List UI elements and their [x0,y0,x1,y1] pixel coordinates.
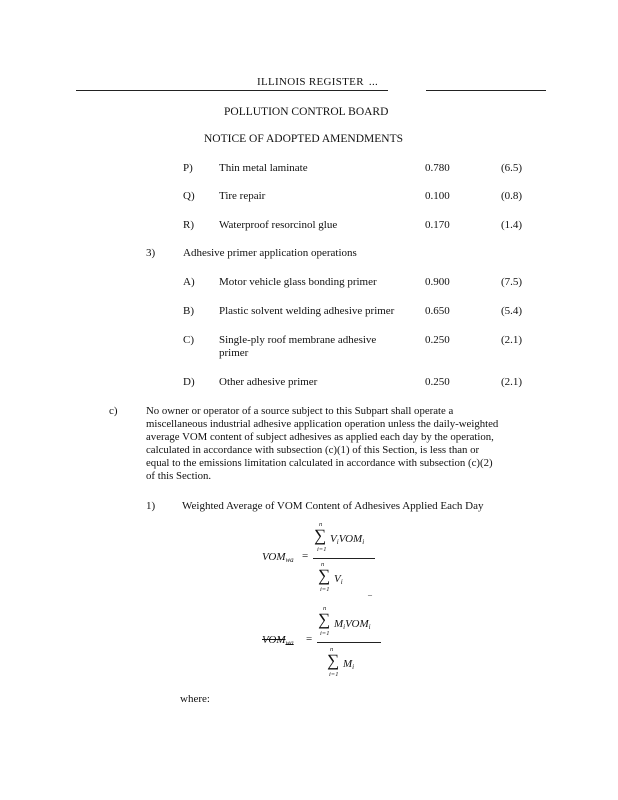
row-value: 0.170 [425,219,450,231]
row-letter: A) [183,276,195,288]
formula2-den-bottom: i=1 [329,671,339,678]
formula1-num-bottom: i=1 [317,546,327,553]
row-letter: C) [183,334,194,346]
notice-title: NOTICE OF ADOPTED AMENDMENTS [204,133,404,145]
row-value: 0.650 [425,305,450,317]
formula1-equals: = [302,550,309,562]
para-line: equal to the emissions limitation calculated in accordance with subsection (c)(2) [146,457,493,469]
formula1-num-sigma: ∑ [314,526,327,545]
row-desc: Tire repair [219,190,266,202]
item1-title: Weighted Average of VOM Content of Adhesives Applied Each Day [182,500,484,512]
row-paren: (7.5) [501,276,523,288]
section3-number: 3) [146,247,156,259]
row-letter: Q) [183,190,195,202]
row-paren: (5.4) [501,305,523,317]
formula1-den-term: $V_i$ [334,573,343,586]
item1-number: 1) [146,500,156,512]
para-line: No owner or operator of a source subject to this Subpart shall operate a [146,405,454,417]
row-desc-cont: primer [219,347,249,359]
formula1-den-bottom: i=1 [320,586,330,593]
formula2-equals: = [306,633,313,645]
formula2-den-term: $M_i$ [343,658,355,671]
para-c-label: c) [109,405,118,417]
header-rule-left [76,90,388,91]
row-desc: Plastic solvent welding adhesive primer [219,305,395,317]
formula1-num-top: n [319,521,323,528]
row-letter: R) [183,219,194,231]
formula1-fraction-bar [313,558,375,559]
formula2-num-bottom: i=1 [320,630,330,637]
formula1-num-term: $V_iVOM_i$ [330,533,365,546]
formula1-den-top: n [321,561,325,568]
formula2-lhs: $VOM_{wa}$ [262,634,294,647]
row-desc: Motor vehicle glass bonding primer [219,276,377,288]
formula1-lhs: $VOM_{wa}$ [262,551,294,564]
formula1-den-sigma: ∑ [318,566,331,585]
para-line: of this Section. [146,470,212,482]
row-paren: (2.1) [501,376,523,388]
formula2-num-term: $M_iVOM_i$ [334,618,371,631]
row-paren: (0.8) [501,190,523,202]
row-letter: B) [183,305,194,317]
register-title [257,76,378,88]
para-line: miscellaneous industrial adhesive application operation unless the daily-weighted [146,418,499,430]
header-rule-right [426,90,546,91]
formula2-fraction-bar [317,642,381,643]
row-desc: Single-ply roof membrane adhesive [219,334,377,346]
row-value: 0.250 [425,376,450,388]
row-desc: Other adhesive primer [219,376,318,388]
where-label: where: [180,693,210,705]
row-letter: P) [183,162,193,174]
row-desc: Thin metal laminate [219,162,308,174]
row-value: 0.900 [425,276,450,288]
register-title-text: ILLINOIS REGISTER [257,76,364,88]
formula2-num-sigma: ∑ [318,610,331,629]
formula2-den-sigma: ∑ [327,651,340,670]
section3-title: Adhesive primer application operations [183,247,357,259]
row-paren: (6.5) [501,162,523,174]
board-title: POLLUTION CONTROL BOARD [224,106,389,118]
register-trail: ... [368,76,379,88]
row-value: 0.100 [425,190,450,202]
row-paren: (1.4) [501,219,523,231]
row-paren: (2.1) [501,334,523,346]
para-line: average VOM content of subject adhesives as applied each day by the operation, [146,431,494,443]
row-letter: D) [183,376,195,388]
row-value: 0.250 [425,334,450,346]
formula1-trail: – [368,590,372,599]
row-value: 0.780 [425,162,450,174]
para-line: calculated in accordance with subsection (c)(1) of this Section, is less than or [146,444,480,456]
formula2-num-top: n [323,605,327,612]
formula2-den-top: n [330,646,334,653]
row-desc: Waterproof resorcinol glue [219,219,338,231]
